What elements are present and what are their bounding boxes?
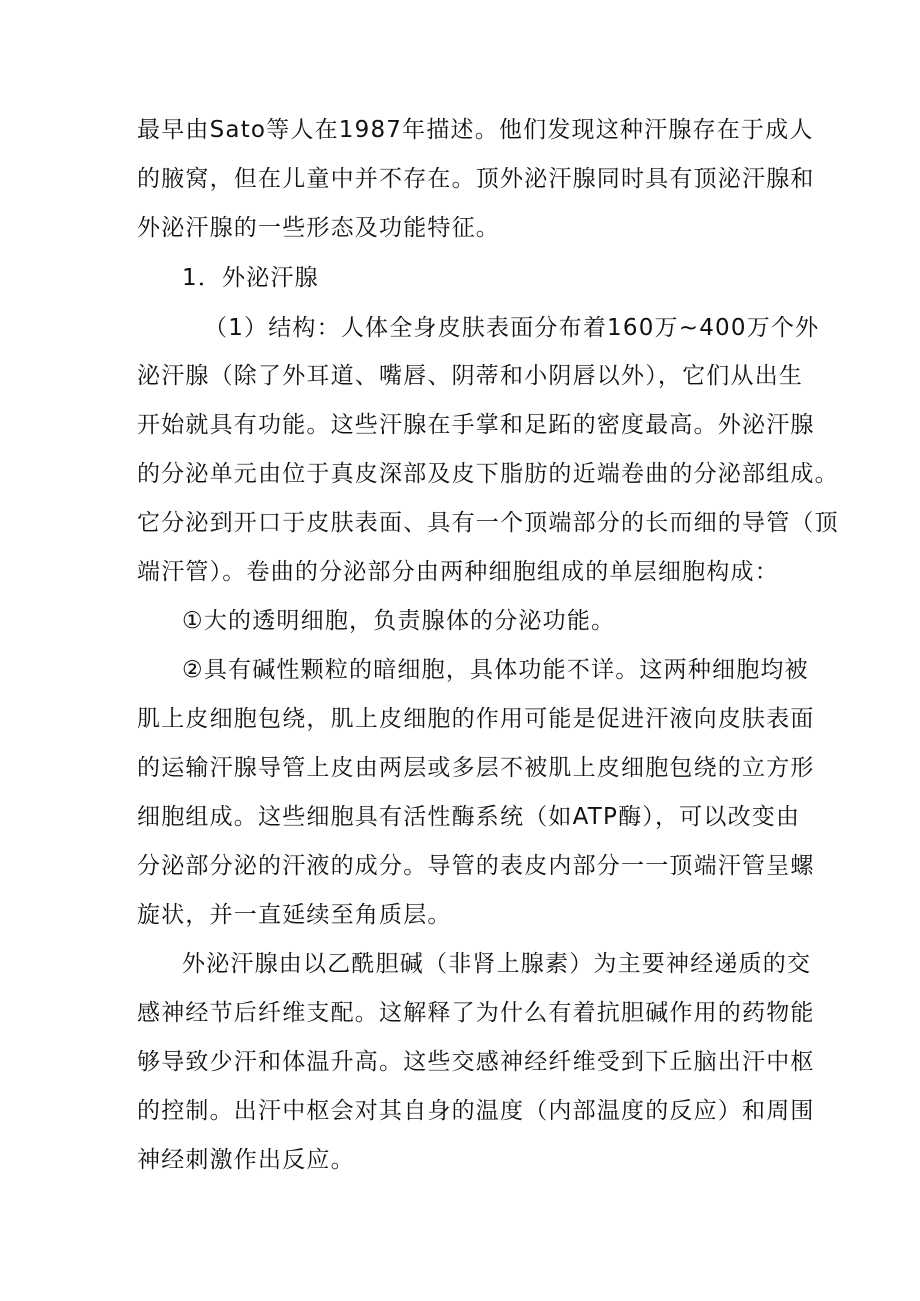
text-line: 神经刺激作出反应。 — [137, 1147, 355, 1173]
text-line: 的腋窝，但在儿童中并不存在。顶外泌汗腺同时具有顶泌汗腺和 — [137, 166, 815, 192]
text-line: 细胞组成。这些细胞具有活性酶系统（如ATP酶），可以改变由 — [137, 804, 801, 830]
text-line: 泌汗腺（除了外耳道、嘴唇、阴蒂和小阴唇以外），它们从出生 — [137, 363, 804, 389]
text-line: 它分泌到开口于皮肤表面、具有一个顶端部分的长而细的导管（顶 — [137, 510, 839, 536]
text-line: 最早由Sato等人在1987年描述。他们发现这种汗腺存在于成人 — [137, 117, 814, 143]
text-line: （1）结构：人体全身皮肤表面分布着160万~400万个外 — [204, 315, 820, 341]
text-line: 外泌汗腺由以乙酰胆碱（非肾上腺素）为主要神经递质的交 — [182, 951, 812, 977]
section-heading: 1．外泌汗腺 — [182, 265, 319, 291]
text-line: 感神经节后纤维支配。这解释了为什么有着抗胆碱作用的药物能 — [137, 1000, 815, 1026]
text-line: 的控制。出汗中枢会对其自身的温度（内部温度的反应）和周围 — [137, 1098, 815, 1124]
list-item: ②具有碱性颗粒的暗细胞，具体功能不详。这两种细胞均被 — [182, 657, 809, 683]
text-line: 肌上皮细胞包绕，肌上皮细胞的作用可能是促进汗液向皮肤表面 — [137, 706, 815, 732]
text-line: 够导致少汗和体温升高。这些交感神经纤维受到下丘脑出汗中枢 — [137, 1049, 815, 1075]
text-line: 开始就具有功能。这些汗腺在手掌和足跖的密度最高。外泌汗腺 — [137, 412, 815, 438]
text-line: 分泌部分泌的汗液的成分。导管的表皮内部分一一顶端汗管呈螺 — [137, 853, 815, 879]
list-item: ①大的透明细胞，负责腺体的分泌功能。 — [182, 608, 616, 634]
text-line: 的分泌单元由位于真皮深部及皮下脂肪的近端卷曲的分泌部组成。 — [137, 461, 839, 487]
text-line: 外泌汗腺的一些形态及功能特征。 — [137, 215, 500, 241]
text-line: 旋状，并一直延续至角质层。 — [137, 902, 452, 928]
text-line: 端汗管）。卷曲的分泌部分由两种细胞组成的单层细胞构成： — [137, 559, 779, 585]
text-line: 的运输汗腺导管上皮由两层或多层不被肌上皮细胞包绕的立方形 — [137, 755, 815, 781]
